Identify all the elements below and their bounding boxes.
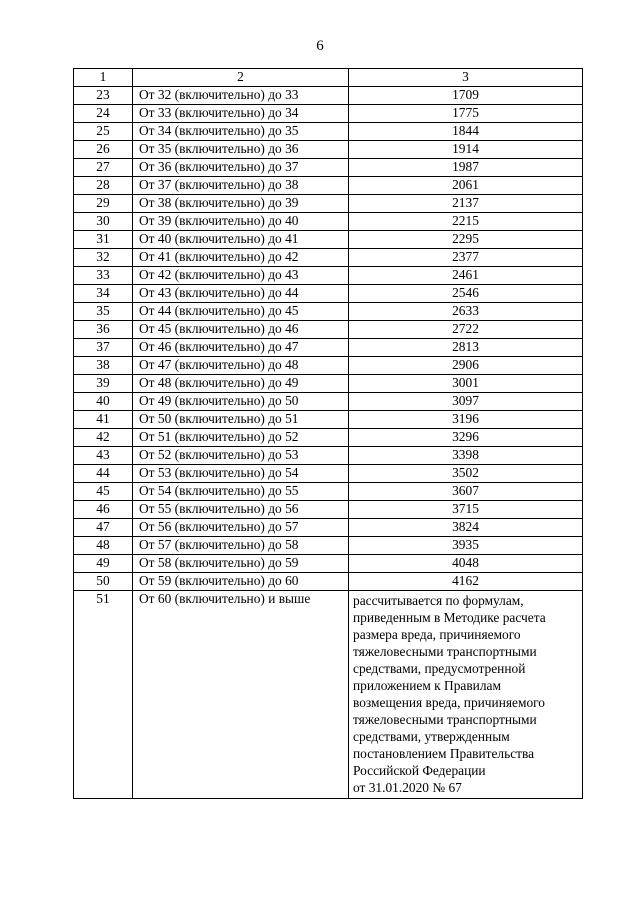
row-range: От 43 (включительно) до 44	[133, 285, 349, 303]
row-number: 35	[74, 303, 133, 321]
row-value: 1987	[349, 159, 583, 177]
table-row	[74, 429, 583, 447]
table-row	[74, 267, 583, 285]
rates-table	[73, 68, 583, 799]
note-line: постановлением Правительства	[353, 746, 535, 761]
row-value: 1844	[349, 123, 583, 141]
row-range: От 52 (включительно) до 53	[133, 447, 349, 465]
row-value: 2061	[349, 177, 583, 195]
row-number: 30	[74, 213, 133, 231]
row-range: От 34 (включительно) до 35	[133, 123, 349, 141]
row-number: 43	[74, 447, 133, 465]
row-value: 2906	[349, 357, 583, 375]
row-range: От 39 (включительно) до 40	[133, 213, 349, 231]
row-number: 25	[74, 123, 133, 141]
row-value: 1914	[349, 141, 583, 159]
row-range: От 55 (включительно) до 56	[133, 501, 349, 519]
table-row	[74, 231, 583, 249]
table-row	[74, 285, 583, 303]
row-number: 44	[74, 465, 133, 483]
row-number: 47	[74, 519, 133, 537]
row-number: 34	[74, 285, 133, 303]
row-number: 27	[74, 159, 133, 177]
header-col-3: 3	[349, 69, 583, 87]
row-value: 3715	[349, 501, 583, 519]
row-value: 2722	[349, 321, 583, 339]
table-row	[74, 303, 583, 321]
table-row	[74, 105, 583, 123]
row-range: От 48 (включительно) до 49	[133, 375, 349, 393]
table-row	[74, 141, 583, 159]
row-value: 2295	[349, 231, 583, 249]
row-range: От 37 (включительно) до 38	[133, 177, 349, 195]
row-range: От 35 (включительно) до 36	[133, 141, 349, 159]
row-range: От 51 (включительно) до 52	[133, 429, 349, 447]
table-row	[74, 177, 583, 195]
row-value: 2215	[349, 213, 583, 231]
row-value: 4162	[349, 573, 583, 591]
row-range: От 38 (включительно) до 39	[133, 195, 349, 213]
row-range: От 36 (включительно) до 37	[133, 159, 349, 177]
row-number: 36	[74, 321, 133, 339]
table-row	[74, 339, 583, 357]
row-range: От 47 (включительно) до 48	[133, 357, 349, 375]
row-value: 3398	[349, 447, 583, 465]
table-row	[74, 465, 583, 483]
row-value: 3607	[349, 483, 583, 501]
table-row	[74, 555, 583, 573]
row-number: 39	[74, 375, 133, 393]
row-value: 2813	[349, 339, 583, 357]
row-range: От 59 (включительно) до 60	[133, 573, 349, 591]
row-value: 2377	[349, 249, 583, 267]
page-number: 6	[316, 38, 324, 54]
row-value: 3935	[349, 537, 583, 555]
row-number: 38	[74, 357, 133, 375]
row-range: От 50 (включительно) до 51	[133, 411, 349, 429]
row-number: 45	[74, 483, 133, 501]
row-number: 23	[74, 87, 133, 105]
table-row	[74, 501, 583, 519]
note-line: размера вреда, причиняемого	[353, 627, 521, 642]
note-line: тяжеловесными транспортными	[353, 712, 537, 727]
row-value: 3001	[349, 375, 583, 393]
note-line: возмещения вреда, причиняемого	[353, 695, 545, 710]
table-row	[74, 213, 583, 231]
row-range: От 40 (включительно) до 41	[133, 231, 349, 249]
note-line: тяжеловесными транспортными	[353, 644, 537, 659]
row-value: 2633	[349, 303, 583, 321]
table-row	[74, 159, 583, 177]
note-line: приведенным в Методике расчета	[353, 610, 546, 625]
table-row	[74, 483, 583, 501]
table-row	[74, 537, 583, 555]
row-range: От 54 (включительно) до 55	[133, 483, 349, 501]
table-row	[74, 519, 583, 537]
row-value: 3296	[349, 429, 583, 447]
row-range: От 49 (включительно) до 50	[133, 393, 349, 411]
row-range: От 53 (включительно) до 54	[133, 465, 349, 483]
row-number: 48	[74, 537, 133, 555]
row-range: От 32 (включительно) до 33	[133, 87, 349, 105]
row-value: 2546	[349, 285, 583, 303]
table-row	[74, 573, 583, 591]
row-number: 37	[74, 339, 133, 357]
table-header-row	[74, 69, 583, 87]
table-row	[74, 123, 583, 141]
row-range: От 41 (включительно) до 42	[133, 249, 349, 267]
row-value: 3824	[349, 519, 583, 537]
row-number: 33	[74, 267, 133, 285]
note-line: рассчитывается по формулам,	[353, 593, 524, 608]
row-range: От 44 (включительно) до 45	[133, 303, 349, 321]
row-range: От 57 (включительно) до 58	[133, 537, 349, 555]
row-range: От 46 (включительно) до 47	[133, 339, 349, 357]
note-line: средствами, утвержденным	[353, 729, 510, 744]
row-range: От 33 (включительно) до 34	[133, 105, 349, 123]
table-row-last	[74, 591, 583, 799]
row-number: 28	[74, 177, 133, 195]
row-value: 3097	[349, 393, 583, 411]
row-value: 1709	[349, 87, 583, 105]
row-number: 40	[74, 393, 133, 411]
table-row	[74, 375, 583, 393]
header-col-2: 2	[133, 69, 349, 87]
row-range: От 45 (включительно) до 46	[133, 321, 349, 339]
row-value: 2461	[349, 267, 583, 285]
row-value-note	[349, 591, 583, 799]
table-row	[74, 411, 583, 429]
table-row	[74, 321, 583, 339]
note-line: Российской Федерации	[353, 763, 486, 778]
table-row	[74, 87, 583, 105]
row-number: 41	[74, 411, 133, 429]
note-line: средствами, предусмотренной	[353, 661, 526, 676]
row-range: От 58 (включительно) до 59	[133, 555, 349, 573]
table-row	[74, 195, 583, 213]
note-line: от 31.01.2020 № 67	[353, 780, 462, 795]
row-number: 24	[74, 105, 133, 123]
table-row	[74, 357, 583, 375]
table-row	[74, 447, 583, 465]
row-range: От 56 (включительно) до 57	[133, 519, 349, 537]
header-col-1: 1	[74, 69, 133, 87]
row-number: 31	[74, 231, 133, 249]
table-row	[74, 393, 583, 411]
row-number: 49	[74, 555, 133, 573]
row-range: От 42 (включительно) до 43	[133, 267, 349, 285]
row-value: 3502	[349, 465, 583, 483]
row-value: 4048	[349, 555, 583, 573]
row-number: 46	[74, 501, 133, 519]
table-row	[74, 249, 583, 267]
row-range: От 60 (включительно) и выше	[133, 591, 349, 799]
row-value: 3196	[349, 411, 583, 429]
note-line: приложением к Правилам	[353, 678, 501, 693]
row-value: 1775	[349, 105, 583, 123]
row-number: 29	[74, 195, 133, 213]
row-number: 50	[74, 573, 133, 591]
row-number: 32	[74, 249, 133, 267]
row-number: 26	[74, 141, 133, 159]
row-value: 2137	[349, 195, 583, 213]
row-number: 42	[74, 429, 133, 447]
row-number: 51	[74, 591, 133, 799]
